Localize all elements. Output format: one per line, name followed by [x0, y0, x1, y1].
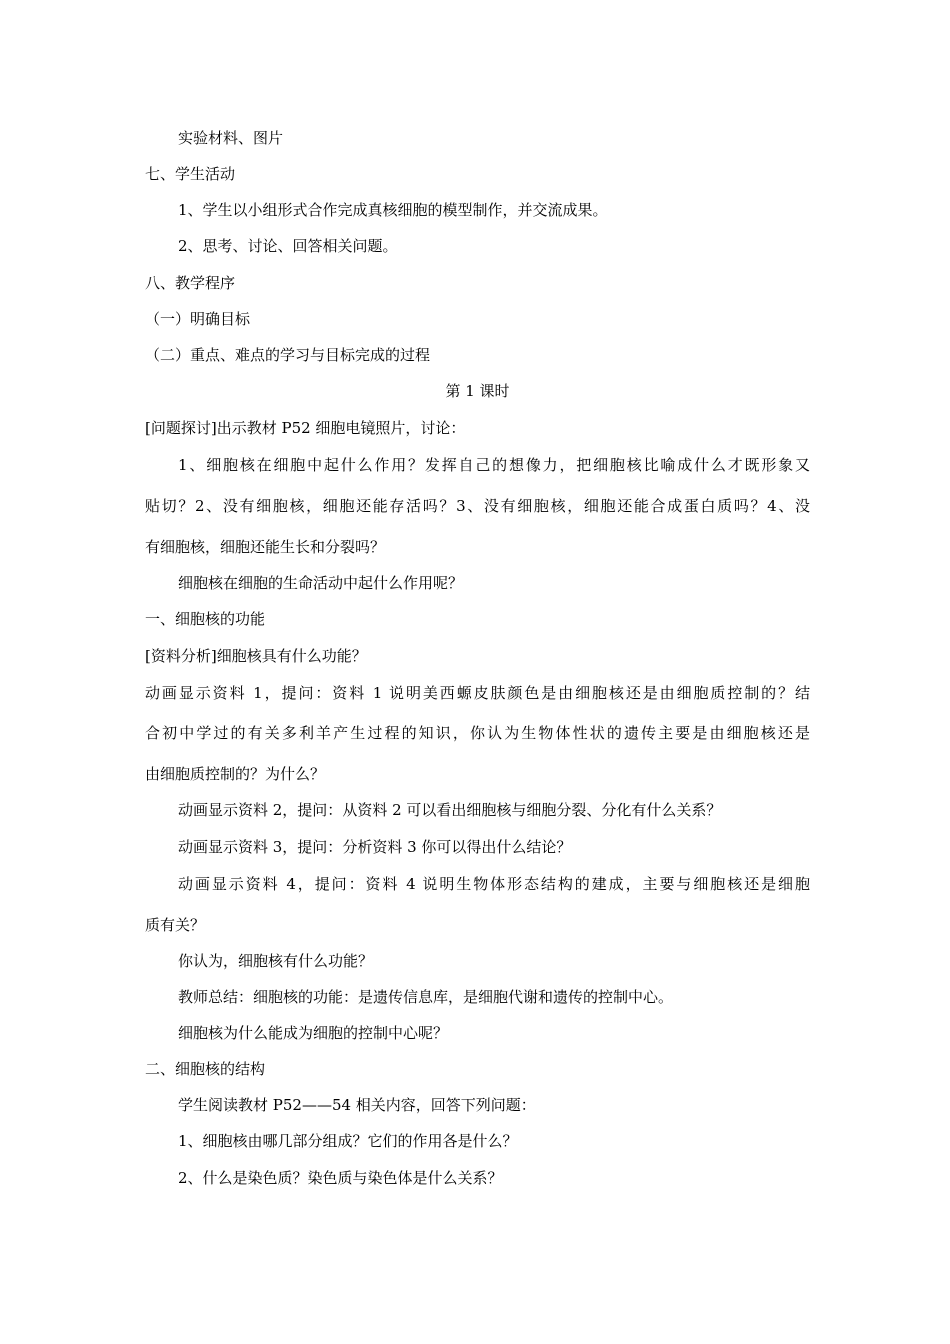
text-line: 2、思考、讨论、回答相关问题。 — [178, 237, 398, 255]
text-line: 合初中学过的有关多利羊产生过程的知识，你认为生物体性状的遗传主要是由细胞核还是 — [145, 724, 810, 742]
subsection-heading: （二）重点、难点的学习与目标完成的过程 — [145, 346, 431, 364]
text-line: 1、细胞核由哪几部分组成？它们的作用各是什么？ — [178, 1132, 518, 1150]
subsection-heading: （一）明确目标 — [145, 310, 251, 328]
text-line: 1、细胞核在细胞中起什么作用？发挥自己的想像力，把细胞核比喻成什么才既形象又 — [178, 456, 810, 474]
text-line: 质有关？ — [145, 916, 206, 934]
section-heading: 七、学生活动 — [145, 165, 236, 183]
text-line: 细胞核为什么能成为细胞的控制中心呢？ — [178, 1024, 449, 1042]
section-heading: 一、细胞核的功能 — [145, 610, 266, 628]
text-line: 2、什么是染色质？染色质与染色体是什么关系？ — [178, 1169, 503, 1187]
text-line: 由细胞质控制的？为什么？ — [145, 765, 326, 783]
text-line: 动画显示资料 2，提问：从资料 2 可以看出细胞核与细胞分裂、分化有什么关系？ — [178, 801, 722, 819]
section-heading: 八、教学程序 — [145, 274, 236, 292]
section-heading: 二、细胞核的结构 — [145, 1060, 266, 1078]
text-line: 动画显示资料 3，提问：分析资料 3 你可以得出什么结论？ — [178, 838, 572, 856]
text-line: 教师总结：细胞核的功能：是遗传信息库，是细胞代谢和遗传的控制中心。 — [178, 988, 674, 1006]
text-line: [问题探讨]出示教材 P52 细胞电镜照片，讨论： — [145, 419, 466, 437]
text-line: 你认为，细胞核有什么功能？ — [178, 952, 374, 970]
text-line: 学生阅读教材 P52——54 相关内容，回答下列问题： — [178, 1096, 536, 1114]
text-line: 1、学生以小组形式合作完成真核细胞的模型制作，并交流成果。 — [178, 201, 608, 219]
lesson-title: 第 1 课时 — [445, 382, 510, 400]
text-line: [资料分析]细胞核具有什么功能？ — [145, 647, 367, 665]
text-line: 细胞核在细胞的生命活动中起什么作用呢？ — [178, 574, 464, 592]
text-line: 贴切？2、没有细胞核，细胞还能存活吗？3、没有细胞核，细胞还能合成蛋白质吗？4、没 — [145, 497, 810, 515]
text-line: 有细胞核，细胞还能生长和分裂吗？ — [145, 538, 386, 556]
text-line: 动画显示资料 4，提问：资料 4 说明生物体形态结构的建成，主要与细胞核还是细胞 — [178, 875, 810, 893]
text-line: 实验材料、图片 — [178, 129, 284, 147]
text-line: 动画显示资料 1，提问：资料 1 说明美西螈皮肤颜色是由细胞核还是由细胞质控制的？结 — [145, 684, 810, 702]
